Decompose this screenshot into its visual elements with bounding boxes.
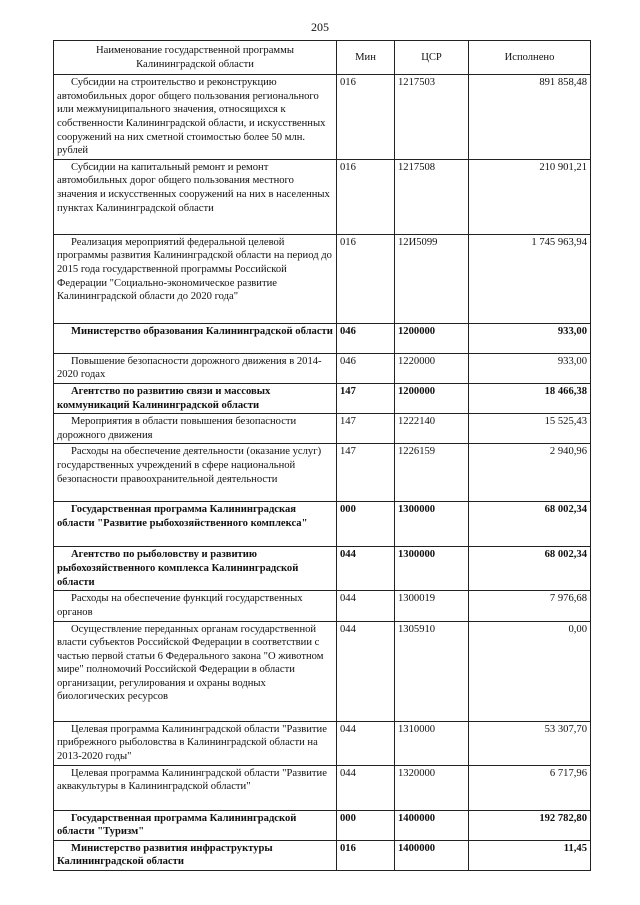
row-csr: 1200000	[395, 323, 469, 353]
row-csr: 1217503	[395, 75, 469, 160]
table-row	[54, 840, 591, 870]
row-csr: 1400000	[395, 840, 469, 870]
row-csr: 1222140	[395, 414, 469, 444]
row-name: Повышение безопасности дорожного движения в 2014-2020 годах	[54, 353, 337, 383]
row-amount: 1 745 963,94	[469, 234, 591, 323]
row-csr: 1300000	[395, 547, 469, 591]
row-csr: 1400000	[395, 810, 469, 840]
row-name: Осуществление переданных органам государственной власти субъектов Российской Федерации в соответствии с частью первой статьи 6 Федерального закона "О животном мире" полномочий Российской Федерации в области организации, регулирования и охраны водных биологических ресурсов	[54, 621, 337, 721]
row-amount: 68 002,34	[469, 547, 591, 591]
row-name: Государственная программа Калининградской области "Туризм"	[54, 810, 337, 840]
row-amount: 192 782,80	[469, 810, 591, 840]
row-name: Субсидии на строительство и реконструкцию автомобильных дорог общего пользования регионального или межмуниципального значения, относящихся к собственности Калининградской области, и искусственных сооружений на них сметной стоимостью более 50 млн. рублей	[54, 75, 337, 160]
table-row	[54, 721, 591, 765]
row-min: 016	[337, 234, 395, 323]
row-csr: 12И5099	[395, 234, 469, 323]
row-name: Расходы на обеспечение деятельности (оказание услуг) государственных учреждений в сфере национальной безопасности правоохранительной деятельности	[54, 444, 337, 502]
row-amount: 933,00	[469, 353, 591, 383]
header-min: Мин	[337, 41, 395, 75]
table-row	[54, 591, 591, 621]
row-name: Министерство развития инфраструктуры Калининградской области	[54, 840, 337, 870]
table-row	[54, 323, 591, 353]
row-name: Агентство по развитию связи и массовых коммуникаций Калининградской области	[54, 383, 337, 413]
table-row	[54, 353, 591, 383]
row-min: 044	[337, 721, 395, 765]
row-amount: 11,45	[469, 840, 591, 870]
row-min: 016	[337, 159, 395, 234]
row-amount: 7 976,68	[469, 591, 591, 621]
row-csr: 1217508	[395, 159, 469, 234]
row-min: 046	[337, 323, 395, 353]
header-name: Наименование государственной программы Калининградской области	[54, 41, 337, 75]
row-amount: 2 940,96	[469, 444, 591, 502]
row-csr: 1220000	[395, 353, 469, 383]
table-row	[54, 75, 591, 160]
row-name: Расходы на обеспечение функций государственных органов	[54, 591, 337, 621]
row-min: 044	[337, 621, 395, 721]
row-csr: 1226159	[395, 444, 469, 502]
table-row	[54, 159, 591, 234]
row-min: 016	[337, 840, 395, 870]
row-amount: 6 717,96	[469, 765, 591, 810]
row-name: Целевая программа Калининградской области "Развитие аквакультуры в Калининградской области"	[54, 765, 337, 810]
row-min: 147	[337, 444, 395, 502]
row-name: Мероприятия в области повышения безопасности дорожного движения	[54, 414, 337, 444]
row-amount: 68 002,34	[469, 502, 591, 547]
row-min: 147	[337, 383, 395, 413]
row-name: Целевая программа Калининградской области "Развитие прибрежного рыболовства в Калининградской области на 2013-2020 годы"	[54, 721, 337, 765]
row-csr: 1200000	[395, 383, 469, 413]
table-row	[54, 414, 591, 444]
row-csr: 1320000	[395, 765, 469, 810]
table-row	[54, 621, 591, 721]
row-amount: 933,00	[469, 323, 591, 353]
row-min: 000	[337, 810, 395, 840]
table-row	[54, 502, 591, 547]
row-min: 016	[337, 75, 395, 160]
row-csr: 1305910	[395, 621, 469, 721]
table-row	[54, 810, 591, 840]
header-done: Исполнено	[469, 41, 591, 75]
table-header-row	[54, 41, 591, 75]
row-amount: 15 525,43	[469, 414, 591, 444]
row-csr: 1310000	[395, 721, 469, 765]
row-name: Реализация мероприятий федеральной целевой программы развития Калининградской области на период до 2015 года государственной программы Российской Федерации "Социально-экономическое развитие Калининградской области до 2020 года"	[54, 234, 337, 323]
row-name: Субсидии на капитальный ремонт и ремонт автомобильных дорог общего пользования местного значения и искусственных сооружений на них в населенных пунктах Калининградской области	[54, 159, 337, 234]
row-amount: 891 858,48	[469, 75, 591, 160]
table-row	[54, 765, 591, 810]
row-min: 000	[337, 502, 395, 547]
table-row	[54, 444, 591, 502]
row-name: Министерство образования Калининградской области	[54, 323, 337, 353]
row-csr: 1300000	[395, 502, 469, 547]
row-amount: 0,00	[469, 621, 591, 721]
row-amount: 210 901,21	[469, 159, 591, 234]
row-amount: 53 307,70	[469, 721, 591, 765]
budget-table	[53, 40, 591, 871]
row-min: 147	[337, 414, 395, 444]
row-name: Агентство по рыболовству и развитию рыбохозяйственного комплекса Калининградской области	[54, 547, 337, 591]
header-csr: ЦСР	[395, 41, 469, 75]
row-min: 044	[337, 547, 395, 591]
row-min: 046	[337, 353, 395, 383]
page-number: 205	[311, 20, 329, 34]
row-name: Государственная программа Калининградская области "Развитие рыбохозяйственного комплекса"	[54, 502, 337, 547]
table-row	[54, 383, 591, 413]
table-row	[54, 234, 591, 323]
table-row	[54, 547, 591, 591]
row-min: 044	[337, 765, 395, 810]
row-amount: 18 466,38	[469, 383, 591, 413]
row-csr: 1300019	[395, 591, 469, 621]
row-min: 044	[337, 591, 395, 621]
